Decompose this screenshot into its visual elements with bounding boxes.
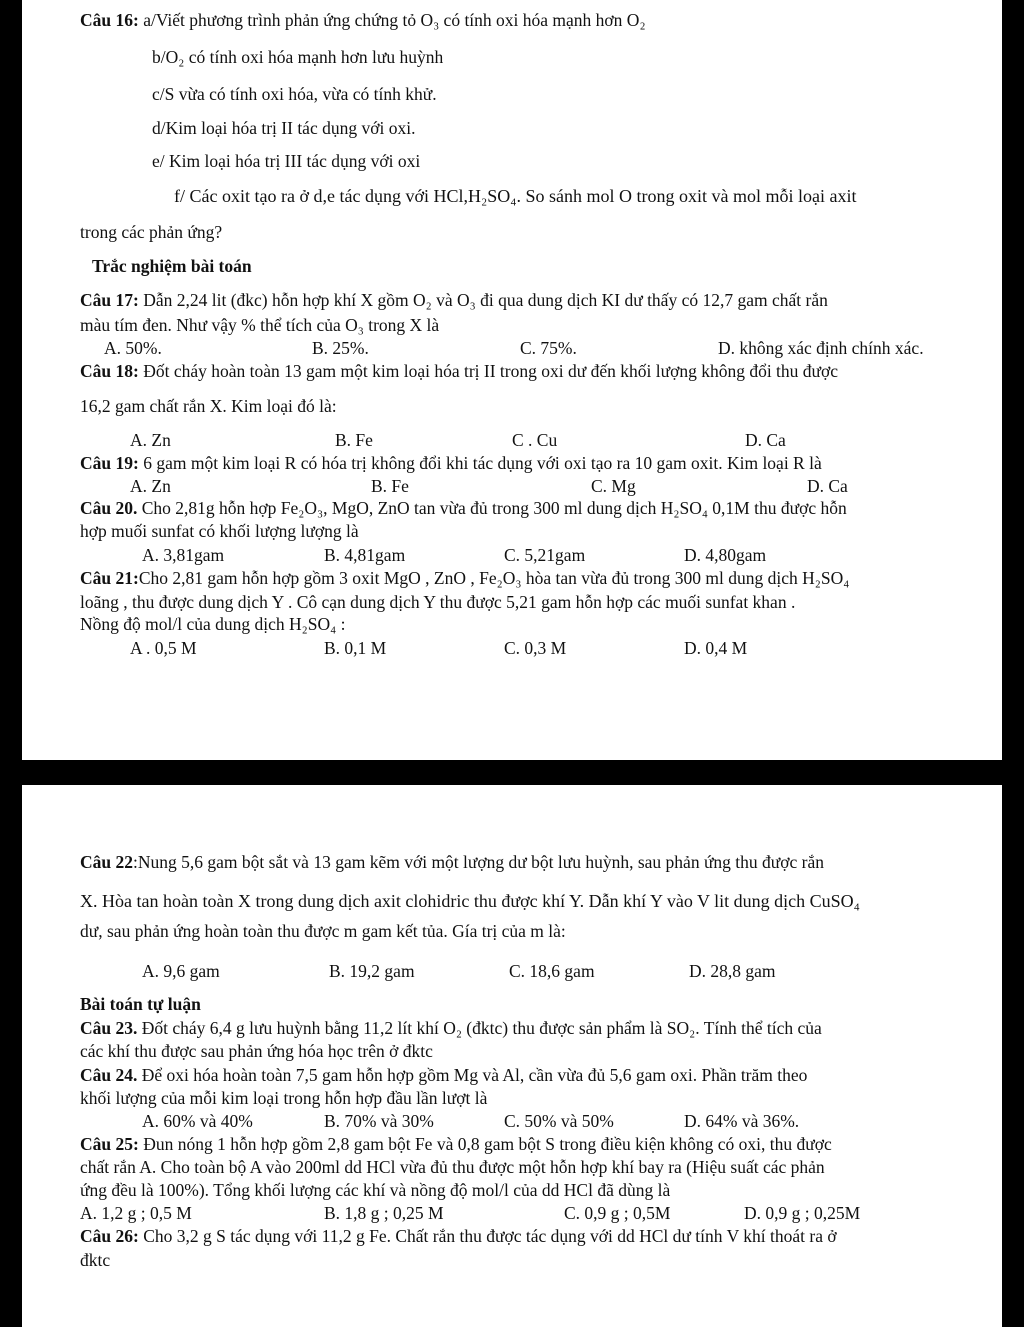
q20-option-d: D. 4,80gam bbox=[684, 545, 767, 565]
q16-part-b: b/O₂ có tính oxi hóa mạnh hơn lưu huỳnh bbox=[152, 47, 444, 67]
question-text: Để oxi hóa hoàn toàn 7,5 gam hỗn hợp gồm Mg và Al, cần vừa đủ 5,6 gam oxi. Phần trăm theo bbox=[141, 1065, 808, 1085]
question-label: Câu 19: bbox=[80, 453, 139, 473]
q20-line-2: hợp muối sunfat có khối lượng lượng là bbox=[80, 521, 359, 541]
q26-line-2: đktc bbox=[80, 1250, 111, 1270]
document-page-1 bbox=[22, 0, 1002, 760]
q24-option-a: A. 60% và 40% bbox=[142, 1111, 253, 1131]
question-19 bbox=[80, 453, 822, 473]
question-24 bbox=[80, 1065, 807, 1085]
question-17 bbox=[80, 290, 828, 310]
question-text: Đun nóng 1 hỗn hợp gồm 2,8 gam bột Fe và 0,8 gam bột S trong điều kiện không có oxi, thu được bbox=[143, 1134, 832, 1154]
q18-option-a: A. Zn bbox=[130, 430, 171, 450]
q19-option-d: D. Ca bbox=[807, 476, 848, 496]
question-text: Đốt cháy 6,4 g lưu huỳnh bằng 11,2 lít khí O₂ (đktc) thu được sản phẩm là SO₂. Tính thể tích của bbox=[141, 1018, 822, 1038]
q24-line-2: khối lượng của mỗi kim loại trong hỗn hợp đầu lần lượt là bbox=[80, 1088, 488, 1108]
q24-option-c: C. 50% và 50% bbox=[504, 1111, 614, 1131]
q21-option-d: D. 0,4 M bbox=[684, 638, 748, 658]
q20-option-b: B. 4,81gam bbox=[324, 545, 406, 565]
q20-option-a: A. 3,81gam bbox=[142, 545, 225, 565]
q22-option-b: B. 19,2 gam bbox=[329, 961, 415, 981]
q23-line-2: các khí thu được sau phản ứng hóa học trên ở đktc bbox=[80, 1041, 433, 1061]
q25-option-b: B. 1,8 g ; 0,25 M bbox=[324, 1203, 444, 1223]
question-26 bbox=[80, 1226, 837, 1246]
q16-part-f-cont: trong các phản ứng? bbox=[80, 222, 223, 242]
question-label: Câu 16: bbox=[80, 10, 139, 30]
q21-option-c: C. 0,3 M bbox=[504, 638, 567, 658]
question-label: Câu 25: bbox=[80, 1134, 139, 1154]
q18-option-d: D. Ca bbox=[745, 430, 786, 450]
question-label: Câu 26: bbox=[80, 1226, 139, 1246]
q24-option-b: B. 70% và 30% bbox=[324, 1111, 434, 1131]
q21-line-3: Nồng độ mol/l của dung dịch H₂SO₄ : bbox=[80, 614, 346, 634]
q21-option-b: B. 0,1 M bbox=[324, 638, 387, 658]
question-label: Câu 22 bbox=[80, 852, 133, 872]
question-21 bbox=[80, 568, 849, 588]
q21-option-a: A . 0,5 M bbox=[130, 638, 197, 658]
question-18 bbox=[80, 361, 838, 381]
question-text: Đốt cháy hoàn toàn 13 gam một kim loại hóa trị II trong oxi dư đến khối lượng không đổi thu được bbox=[143, 361, 839, 381]
q22-option-d: D. 28,8 gam bbox=[689, 961, 776, 981]
document-page-2 bbox=[22, 785, 1002, 1327]
q22-line-2: X. Hòa tan hoàn toàn X trong dung dịch axit clohidric thu được khí Y. Dẫn khí Y vào V lit dung dịch CuSO₄ bbox=[80, 891, 860, 911]
question-text: Dẫn 2,24 lit (đkc) hỗn hợp khí X gồm O₂ và O₃ đi qua dung dịch KI dư thấy có 12,7 gam chất rắn bbox=[143, 290, 828, 310]
question-label: Câu 21: bbox=[80, 568, 139, 588]
q22-line-3: dư, sau phản ứng hoàn toàn thu được m gam kết tủa. Gía trị của m là: bbox=[80, 921, 566, 941]
question-text: Cho 2,81g hỗn hợp Fe₂O₃, MgO, ZnO tan vừa đủ trong 300 ml dung dịch H₂SO₄ 0,1M thu được hỗn bbox=[141, 498, 847, 518]
question-23 bbox=[80, 1018, 822, 1038]
question-label: Câu 18: bbox=[80, 361, 139, 381]
q17-option-c: C. 75%. bbox=[520, 338, 577, 358]
q17-option-b: B. 25%. bbox=[312, 338, 369, 358]
q19-option-c: C. Mg bbox=[591, 476, 636, 496]
question-label: Câu 20. bbox=[80, 498, 138, 518]
question-text: 6 gam một kim loại R có hóa trị không đổi khi tác dụng với oxi tạo ra 10 gam oxit. Kim loại R là bbox=[143, 453, 822, 473]
q25-option-d: D. 0,9 g ; 0,25M bbox=[744, 1203, 861, 1223]
q18-line-2: 16,2 gam chất rắn X. Kim loại đó là: bbox=[80, 396, 337, 416]
question-label: Câu 24. bbox=[80, 1065, 138, 1085]
q24-option-d: D. 64% và 36%. bbox=[684, 1111, 800, 1131]
q16-part-e: e/ Kim loại hóa trị III tác dụng với oxi bbox=[152, 151, 421, 171]
q25-line-2: chất rắn A. Cho toàn bộ A vào 200ml dd HCl vừa đủ thu được một hỗn hợp khí bay ra (Hiệu suất các phản bbox=[80, 1157, 825, 1177]
question-16 bbox=[80, 10, 646, 30]
question-22 bbox=[80, 852, 824, 872]
q22-option-c: C. 18,6 gam bbox=[509, 961, 595, 981]
section-title-essay: Bài toán tự luận bbox=[80, 994, 201, 1014]
q19-option-b: B. Fe bbox=[371, 476, 409, 496]
q17-option-a: A. 50%. bbox=[104, 338, 162, 358]
q19-option-a: A. Zn bbox=[130, 476, 171, 496]
q20-option-c: C. 5,21gam bbox=[504, 545, 586, 565]
question-25 bbox=[80, 1134, 832, 1154]
q25-option-a: A. 1,2 g ; 0,5 M bbox=[80, 1203, 192, 1223]
question-20 bbox=[80, 498, 847, 518]
question-text: Cho 3,2 g S tác dụng với 11,2 g Fe. Chất rắn thu được tác dụng với dd HCl dư tính V khí thoát ra ở bbox=[143, 1226, 837, 1246]
q25-line-3: ứng đều là 100%). Tổng khối lượng các khí và nồng độ mol/l của dd HCl đã dùng là bbox=[80, 1180, 671, 1200]
section-title-multiple-choice: Trắc nghiệm bài toán bbox=[92, 256, 252, 276]
question-label: Câu 17: bbox=[80, 290, 139, 310]
q22-option-a: A. 9,6 gam bbox=[142, 961, 220, 981]
q17-line-2: màu tím đen. Như vậy % thể tích của O₃ trong X là bbox=[80, 315, 440, 335]
question-label: Câu 23. bbox=[80, 1018, 138, 1038]
q25-option-c: C. 0,9 g ; 0,5M bbox=[564, 1203, 671, 1223]
q16-part-f: f/ Các oxit tạo ra ở d,e tác dụng với HCl,H₂SO₄. So sánh mol O trong oxit và mol mỗi loại axit bbox=[174, 186, 857, 206]
q17-option-d: D. không xác định chính xác. bbox=[718, 338, 924, 358]
q16-part-c: c/S vừa có tính oxi hóa, vừa có tính khử. bbox=[152, 84, 437, 104]
question-text: Cho 2,81 gam hỗn hợp gồm 3 oxit MgO , ZnO , Fe₂O₃ hòa tan vừa đủ trong 300 ml dung dịch H₂SO₄ bbox=[138, 568, 850, 588]
q16-part-d: d/Kim loại hóa trị II tác dụng với oxi. bbox=[152, 118, 416, 138]
q18-option-c: C . Cu bbox=[512, 430, 558, 450]
q18-option-b: B. Fe bbox=[335, 430, 373, 450]
q21-line-2: loãng , thu được dung dịch Y . Cô cạn dung dịch Y thu được 5,21 gam hỗn hợp các muối sunfat khan . bbox=[80, 592, 796, 612]
question-text: :Nung 5,6 gam bột sắt và 13 gam kẽm với một lượng dư bột lưu huỳnh, sau phản ứng thu được rắn bbox=[133, 852, 825, 872]
question-text: a/Viết phương trình phản ứng chứng tỏ O₃ có tính oxi hóa mạnh hơn O₂ bbox=[143, 10, 646, 30]
